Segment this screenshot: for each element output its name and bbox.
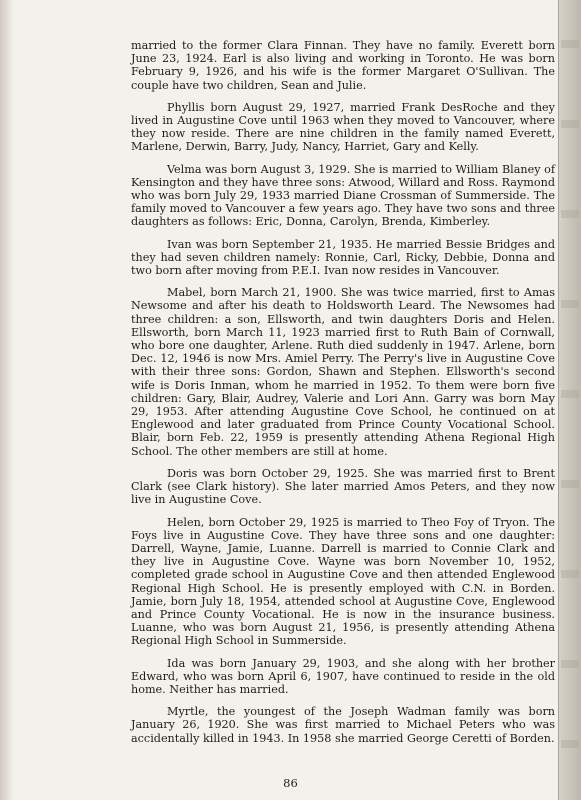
page-number: 86 [283,776,298,790]
paragraph-clara-finnan: married to the former Clara Finnan. They have no family. Everett born June 23, 1924. Earl is also living and working in Toronto. He was born February 9, 1926, and his wife is the former Margaret O'Sullivan. The couple have two children, Sean and Julie. [131,39,555,92]
paragraph-doris: Doris was born October 29, 1925. She was married first to Brent Clark (see Clark history). She later married Amos Peters, and they now live in Augustine Cove. [131,466,555,507]
paragraph-phyllis: Phyllis born August 29, 1927, married Frank DesRoche and they lived in Augustine Cove until 1963 when they moved to Vancouver, where they now reside. There are nine children in the family named Everett, Marlene, Derwin, Barry, Judy, Nancy, Harriet, Gary and Kelly. [131,100,555,154]
paragraph-ida: Ida was born January 29, 1903, and she along with her brother Edward, who was born April 6, 1907, have continued to reside in the old home. Neither has married. [131,656,555,696]
paragraph-helen: Helen, born October 29, 1925 is married to Theo Foy of Tryon. The Foys live in Augustine Cove. They have three sons and one daughter: Darrell, Wayne, Jamie, Luanne. Darrell is married to Connie Clark and they live in Augustine Cove. Wayne was born November 10, 1952, completed grade school in Augustine Cove and then attended Englewood Regional High School. He is presently employed with C.N. in Borden. Jamie, born July 18, 1954, attended school at Augustine Cove, Englewood and Prince County Vocational. He is now in the insurance business. Luanne, who was born August 21, 1956, is presently attending Athena Regional High School in Summerside. [131,515,555,648]
paragraph-ivan: Ivan was born September 21, 1935. He married Bessie Bridges and they had seven children namely: Ronnie, Carl, Ricky, Debbie, Donna and two born after moving from P.E.I. Ivan now resides in Vancouver. [131,237,555,278]
adjacent-page-edge [558,0,581,800]
paragraph-mabel: Mabel, born March 21, 1900. She was twice married, first to Amas Newsome and after his death to Holdsworth Leard. The Newsomes had three children: a son, Ellsworth, and twin daughters Doris and Helen. Ellsworth, born March 11, 1923 married first to Ruth Bain of Cornwall, who bore one daughter, Arlene. Ruth died suddenly in 1947. Arlene, born Dec. 12, 1946 is now Mrs. Amiel Perry. The Perry's live in Augustine Cove with their three sons: Gordon, Shawn and Stephen. Ellsworth's second wife is Doris Inman, whom he married in 1952. To them were born five children: Gary, Blair, Audrey, Valerie and Lori Ann. Garry was born May 29, 1953. After attending Augustine Cove School, he continued on at Englewood and later graduated from Prince County Vocational School. Blair, born Feb. 22, 1959 is presently attending Athena Regional High School. The other members are still at home. [131,286,555,458]
body-text [131,39,555,754]
page-gutter-shadow [0,0,14,800]
paragraph-myrtle: Myrtle, the youngest of the Joseph Wadman family was born January 26, 1920. She was first married to Michael Peters who was accidentally killed in 1943. In 1958 she married George Ceretti of Borden. [131,705,555,745]
paragraph-velma: Velma was born August 3, 1929. She is married to William Blaney of Kensington and they have three sons: Atwood, Willard and Ross. Raymond who was born July 29, 1933 married Diane Crossman of Summerside. The family moved to Vancouver a few years ago. They have two sons and three daughters as follows: Eric, Donna, Carolyn, Brenda, Kimberley. [131,162,555,229]
